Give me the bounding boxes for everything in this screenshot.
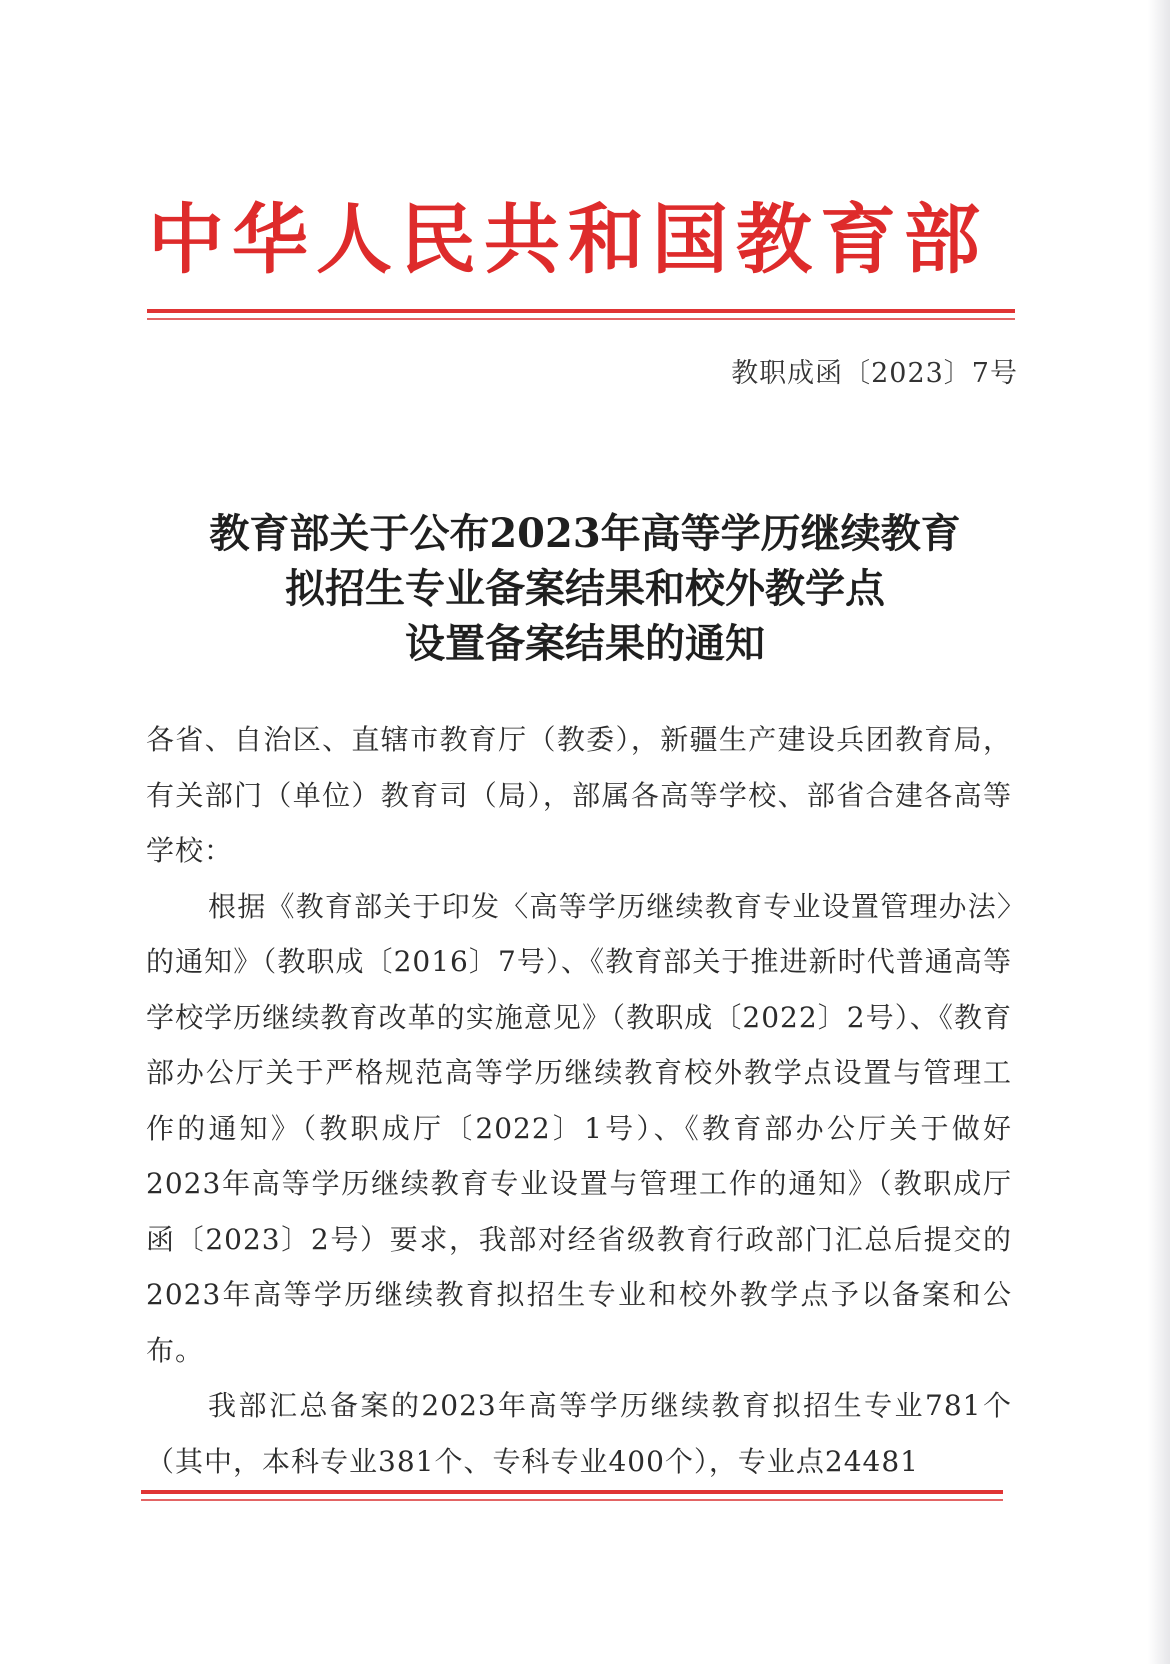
page-edge-shadow	[1148, 0, 1170, 1664]
agency-title: 中华人民共和国教育部	[148, 195, 988, 284]
footer-rule-thin	[141, 1499, 1003, 1501]
document-number: 教职成函〔2023〕7号	[731, 358, 1018, 389]
header-rule-thin	[147, 318, 1015, 320]
footer-rule-thick	[141, 1490, 1003, 1494]
header-rule-thick	[147, 309, 1015, 313]
notice-body	[146, 712, 1012, 1489]
notice-title-line-1: 教育部关于公布2023年高等学历继续教育	[209, 510, 961, 557]
salutation: 各省、自治区、直辖市教育厅（教委），新疆生产建设兵团教育局，有关部门（单位）教育司（局），部属各高等学校、部省合建各高等学校：	[146, 723, 1012, 867]
notice-title-line-3: 设置备案结果的通知	[405, 620, 765, 667]
body-paragraph-1: 根据《教育部关于印发〈高等学历继续教育专业设置管理办法〉的通知》（教职成〔2016〕7号）、《教育部关于推进新时代普通高等学校学历继续教育改革的实施意见》（教职成〔2022〕2号）、《教育部办公厅关于严格规范高等学历继续教育校外教学点设置与管理工作的通知》（教职成厅〔2022〕1号）、《教育部办公厅关于做好2023年高等学历继续教育专业设置与管理工作的通知》（教职成厅函〔2023〕2号）要求，我部对经省级教育行政部门汇总后提交的2023年高等学历继续教育拟招生专业和校外教学点予以备案和公布。	[146, 889, 1012, 1367]
body-paragraph-2: 我部汇总备案的2023年高等学历继续教育拟招生专业781个（其中，本科专业381个、专科专业400个），专业点24481	[146, 1389, 1012, 1478]
notice-title	[100, 506, 1070, 671]
notice-title-line-2: 拟招生专业备案结果和校外教学点	[285, 565, 885, 612]
